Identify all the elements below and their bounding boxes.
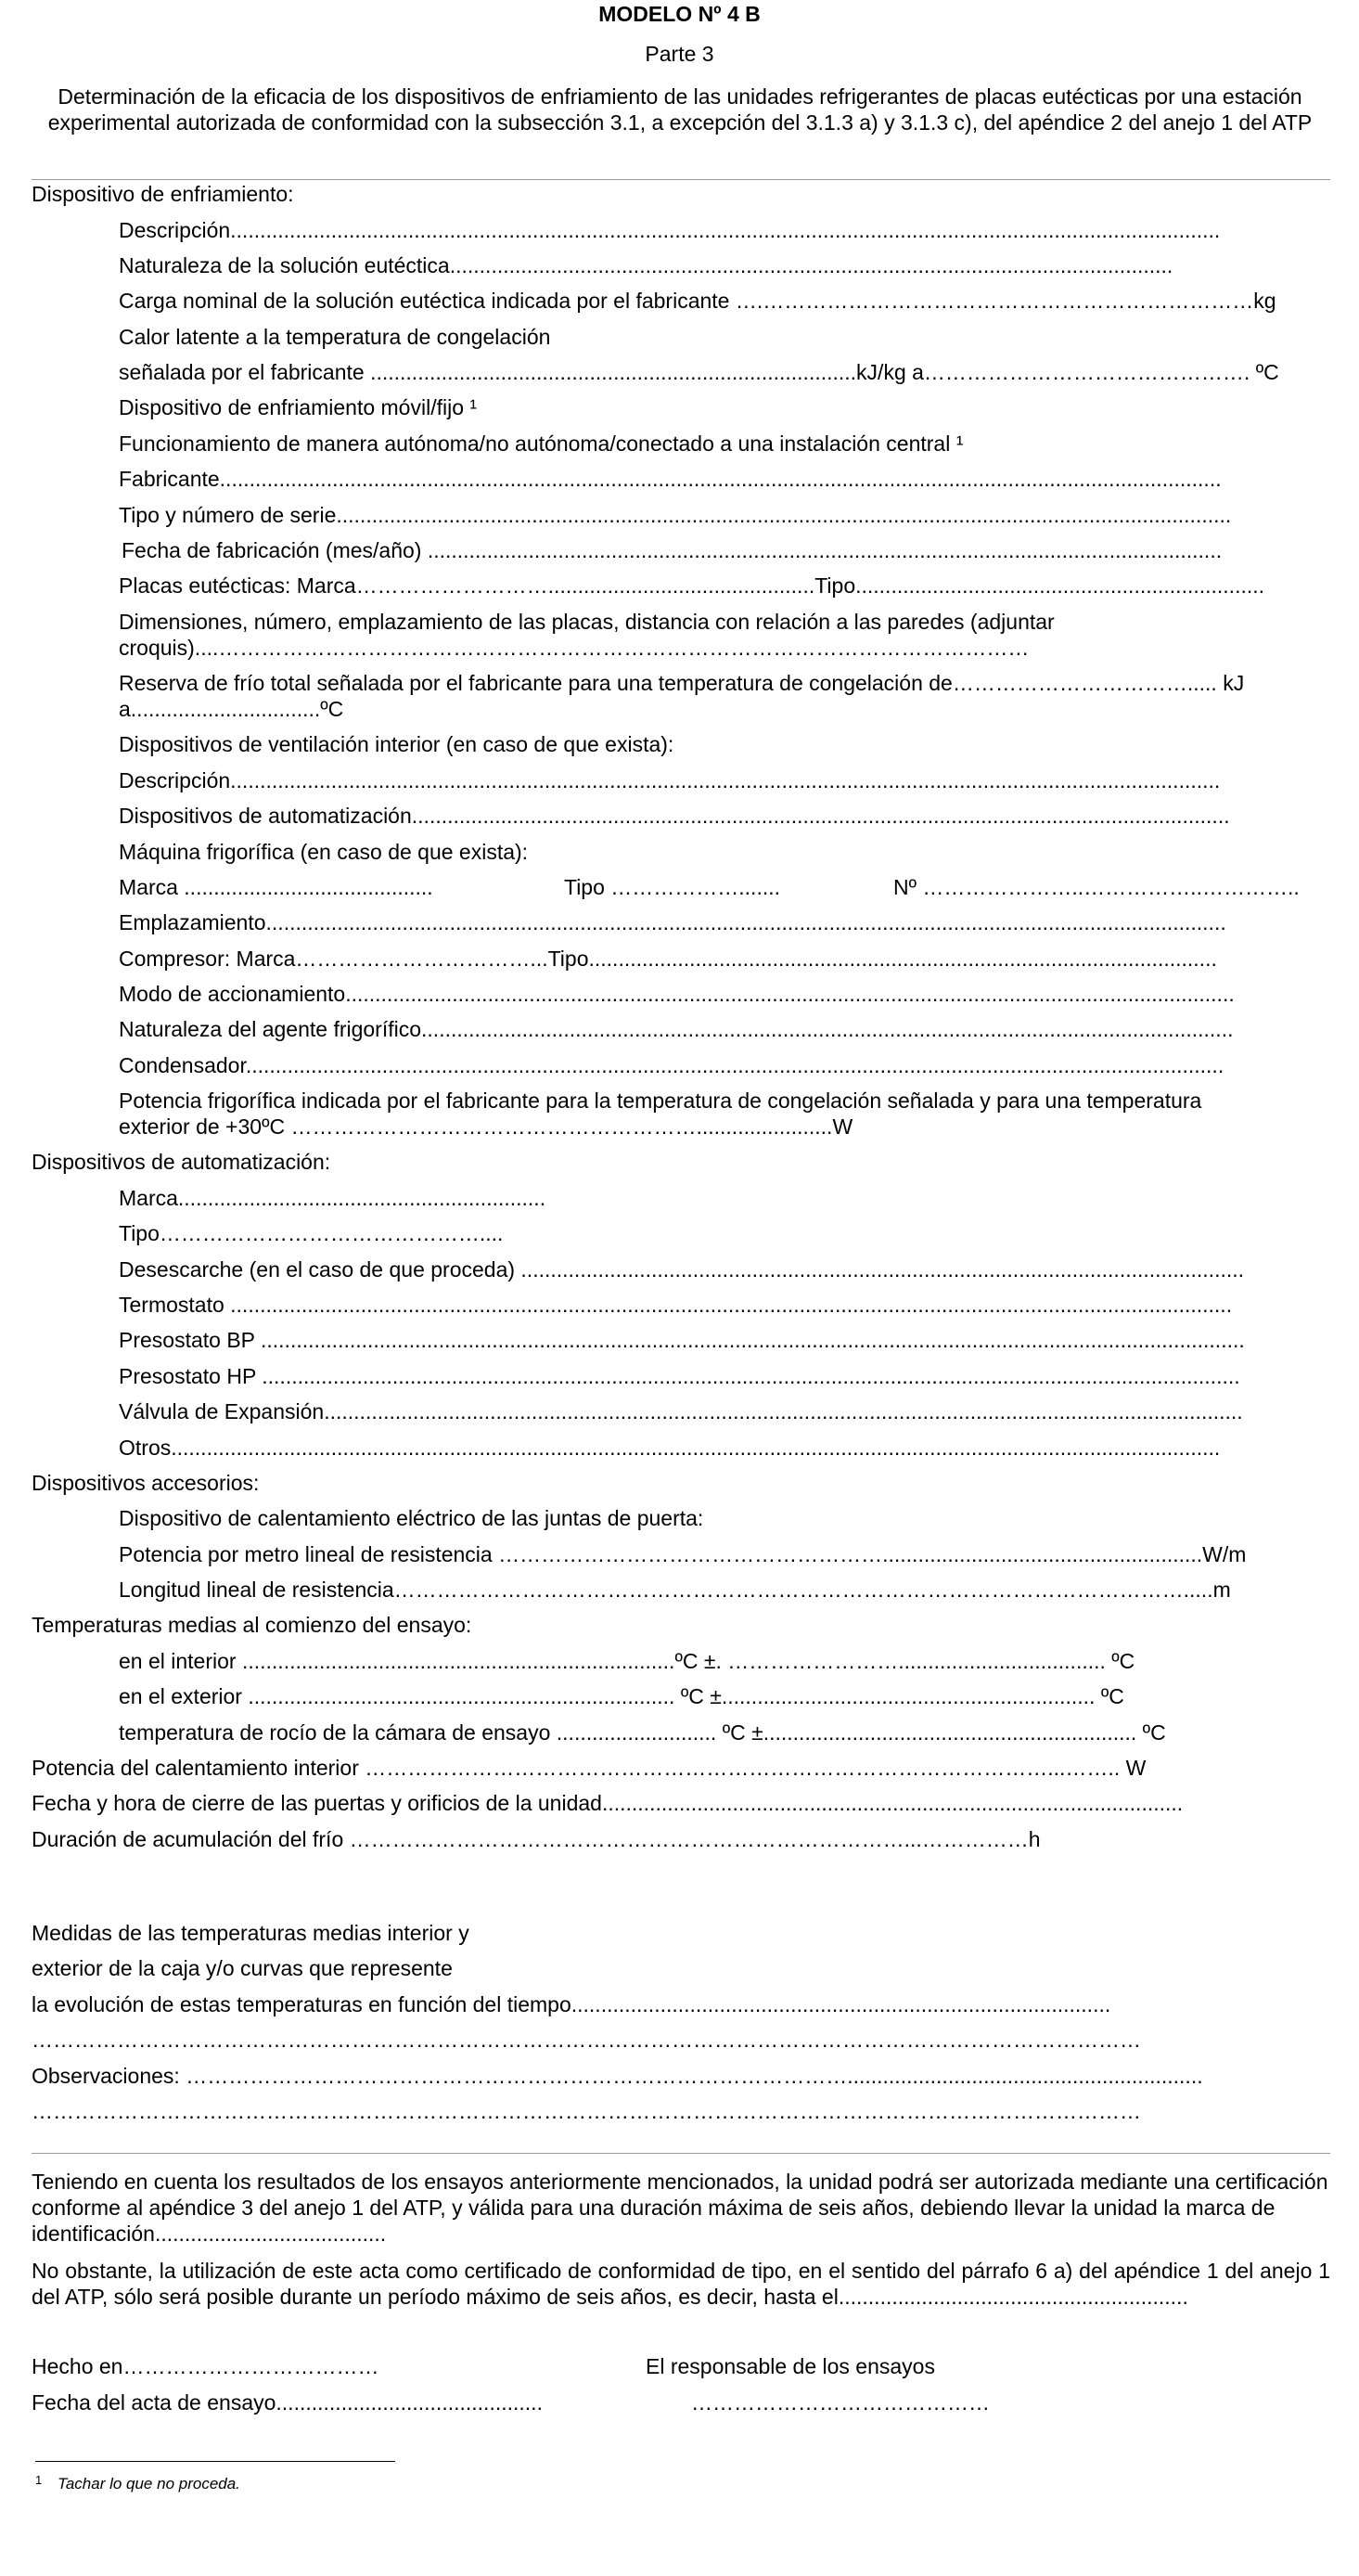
field-latent-heat: señalada por el fabricante ..................................................................................kJ/kg a………………………………………. ºC [119,360,1279,384]
footnote-marker: 1 [35,2473,43,2487]
signature-date: Fecha del acta de ensayo............................................. [32,2390,543,2415]
field-defrost: Desescarche (en el caso de que proceda) .......................................................................................................................... [119,1257,1245,1282]
field-dew-point: temperatura de rocío de la cámara de ensayo ........................... ºC ±............................................................... ºC [119,1720,1166,1745]
field-others: Otros................................................................................................................................................................................. [119,1436,1221,1460]
field-pressostat-hp: Presostato HP ..................................................................................................................................................................... [119,1364,1240,1388]
bottom-divider [32,2153,1330,2154]
form-part: Parte 3 [645,42,714,66]
field-refrigerant: Naturaleza del agente frigorífico......................................................................................................................................... [119,1017,1234,1041]
field-automation-type: Tipo……………………………………….... [119,1221,504,1245]
field-cold-reserve-cont: a................................ºC [119,697,344,721]
field-temp-interior: en el interior .........................................................................ºC ±. ……………………................................... ºC [119,1649,1135,1673]
field-description: Descripción....................................................................................................................................................................... [119,218,1221,242]
field-ventilation-label: Dispositivos de ventilación interior (en caso de que exista): [119,732,674,756]
field-ventilation-description: Descripción....................................................................................................................................................................... [119,768,1221,792]
field-type-serial: Tipo y número de serie....................................................................................................................................................... [119,503,1232,527]
field-observations: Observaciones: …………………………………………………………………………………............................................................ [32,2064,1203,2088]
form-intro: Determinación de la eficacia de los dispositivos de enfriamiento de las unidades refrigerantes de placas eutécticas por una estación experimental autorizada de conformidad con la subsección 3.1, a excepción del 3.1.3 a) y 3.1.3 c), del apéndice 2 del anejo 1 del ATP [47,84,1313,135]
field-pressostat-bp: Presostato BP ...................................................................................................................................................................... [119,1328,1245,1352]
field-refrigerating-capacity: Potencia frigorífica indicada por el fabricante para la temperatura de congelación señalada y para una temperatura [119,1088,1202,1113]
field-cold-accumulation: Duración de acumulación del frío ……………………………………………………………………...……………h [32,1827,1041,1851]
field-observations-cont: ………………………………………………………………………………………………………………………………………… [32,2099,1141,2123]
field-door-heater: Dispositivo de calentamiento eléctrico de las juntas de puerta: [119,1506,704,1530]
field-heater-power: Potencia por metro lineal de resistencia ………………………………………………......................................................W/m [119,1542,1247,1566]
section-automation: Dispositivos de automatización: [32,1150,331,1174]
field-drive-mode: Modo de accionamiento...................................................................................................................................................... [119,982,1235,1006]
field-mobile-fixed: Dispositivo de enfriamiento móvil/fijo ¹ [119,395,478,419]
signature-place: Hecho en……………………………… [32,2354,379,2378]
field-condenser: Condensador..................................................................................................................................................................... [119,1053,1224,1077]
field-measurements-2: exterior de la caja y/o curvas que represente [32,1956,453,1980]
field-door-closing-time: Fecha y hora de cierre de las puertas y orificios de la unidad.................................................................................................. [32,1791,1184,1815]
field-refrigerating-capacity-cont: exterior de +30ºC ………………………………………………….......................W [119,1114,853,1139]
field-internal-heating-power: Potencia del calentamiento interior ……………………………………………………………………………………...…….. W [32,1756,1147,1780]
footnote-text: Tachar lo que no proceda. [58,2475,240,2492]
field-plate-dimensions-cont: croquis)....…………………………………………………………………………………………………… [119,636,1030,660]
top-divider [32,179,1330,180]
field-plate-dimensions: Dimensiones, número, emplazamiento de las placas, distancia con relación a las paredes (adjuntar [119,610,1055,634]
footnote-rule [35,2461,395,2462]
field-latent-heat-label: Calor latente a la temperatura de congelación [119,325,551,349]
field-operation-mode: Funcionamiento de manera autónoma/no autónoma/conectado a una instalación central ¹ [119,431,964,456]
field-eutectic-nature: Naturaleza de la solución eutéctica.......................................................................................................................... [119,253,1173,277]
field-measurements-4: ………………………………………………………………………………………………………………………………………… [32,2028,1141,2052]
field-manufacture-date: Fecha de fabricación (mes/año) ...................................................................................................................................... [122,538,1223,562]
field-manufacturer: Fabricante......................................................................................................................................................................... [119,467,1222,491]
field-thermostat: Termostato ......................................................................................................................................................................... [119,1293,1233,1317]
section-mean-temperatures: Temperaturas medias al comienzo del ensayo: [32,1613,472,1637]
field-compressor: Compresor: Marca……………………………...Tipo.......................................................................................................... [119,947,1217,971]
field-automation-devices: Dispositivos de automatización.......................................................................................................................................... [119,804,1230,828]
signature-responsible: El responsable de los ensayos [646,2354,935,2378]
field-measurements-3: la evolución de estas temperaturas en función del tiempo........................................................................................... [32,1992,1111,2016]
field-nominal-load: Carga nominal de la solución eutéctica indicada por el fabricante ….……………………………………………………………kg [119,289,1276,313]
field-machine-type: Tipo ………………....... [564,875,781,899]
section-accessories: Dispositivos accesorios: [32,1471,260,1495]
field-automation-brand: Marca.............................................................. [119,1186,546,1210]
field-machine-brand: Marca .......................................... [119,875,433,899]
field-measurements-1: Medidas de las temperaturas medias interior y [32,1921,469,1945]
field-eutectic-plates: Placas eutécticas: Marca……………………….............................................Tipo..................................................................... [119,573,1265,598]
section-cooling-device: Dispositivo de enfriamiento: [32,182,294,206]
field-refrigeration-machine: Máquina frigorífica (en caso de que exista): [119,840,529,864]
field-temp-exterior: en el exterior ........................................................................ ºC ±............................................................... ºC [119,1684,1124,1708]
closing-paragraph-1: Teniendo en cuenta los resultados de los ensayos anteriormente mencionados, la unidad podrá ser autorizada mediante una certificación conforme al apéndice 3 del anejo 1 del ATP, y válida para una duración máxima de seis años, debiendo llevar la unidad la marca de identificación....................................... [32,2170,1328,2247]
signature-responsible-line: …………………………………… [691,2390,990,2415]
form-title: MODELO Nº 4 B [598,2,761,26]
field-cold-reserve: Reserva de frío total señalada por el fabricante para una temperatura de congelación de……………………………..... kJ [119,671,1245,695]
field-machine-number: Nº …………………..……………..………….. [893,875,1300,899]
field-expansion-valve: Válvula de Expansión........................................................................................................................................................... [119,1399,1243,1423]
closing-paragraph-2: No obstante, la utilización de este acta como certificado de conformidad de tipo, en el sentido del párrafo 6 a) del apéndice 1 del anejo 1 del ATP, sólo será posible durante un período máximo de seis años, es decir, hasta el........................................................... [32,2259,1330,2310]
field-heater-length: Longitud lineal de resistencia………………………………………………………………………………………………….....m [119,1578,1231,1602]
field-location: Emplazamiento.................................................................................................................................................................. [119,910,1226,934]
